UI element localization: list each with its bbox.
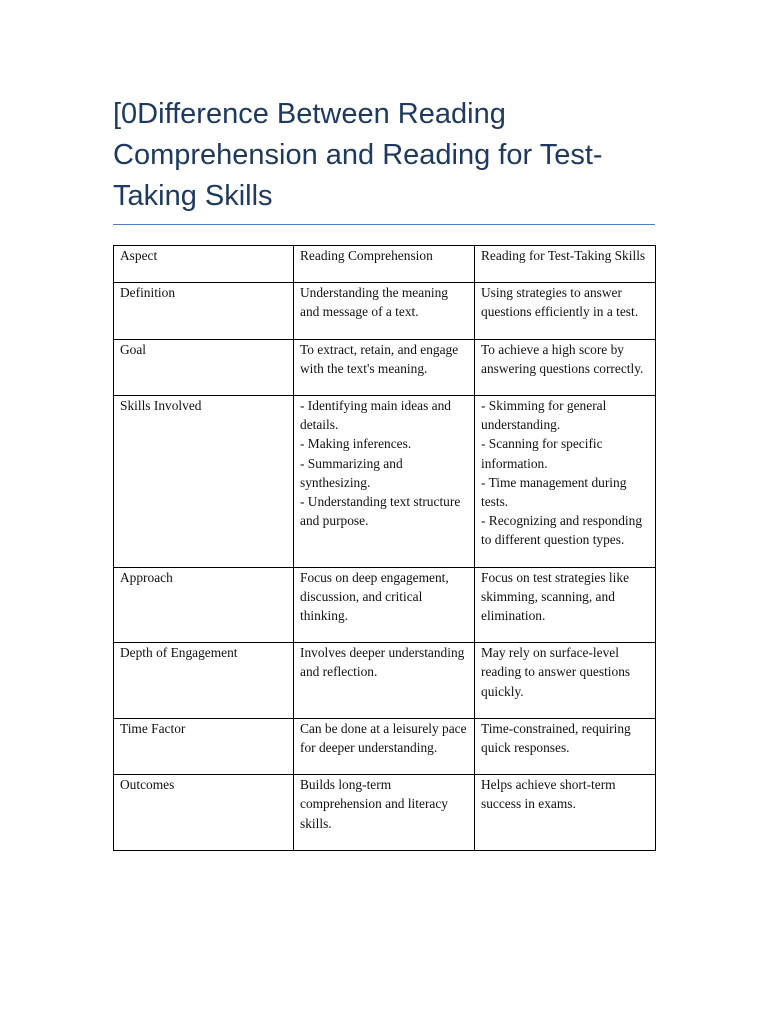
table-cell-aspect: Time Factor xyxy=(114,718,294,774)
table-header-cell: Aspect xyxy=(114,246,294,283)
table-cell-test-taking: Using strategies to answer questions efficiently in a test. xyxy=(475,283,656,339)
table-cell-test-taking: May rely on surface-level reading to answer questions quickly. xyxy=(475,643,656,719)
table-cell-aspect: Outcomes xyxy=(114,775,294,851)
table-cell-test-taking: To achieve a high score by answering questions correctly. xyxy=(475,339,656,395)
table-cell-comprehension: Involves deeper understanding and reflection. xyxy=(294,643,475,719)
table-cell-test-taking: - Skimming for general understanding. - Scanning for specific information. - Time management during tests. - Recognizing and responding to different question types. xyxy=(475,396,656,568)
table-cell-test-taking: Focus on test strategies like skimming, scanning, and elimination. xyxy=(475,567,656,643)
table-cell-test-taking: Time-constrained, requiring quick responses. xyxy=(475,718,656,774)
table-cell-aspect: Depth of Engagement xyxy=(114,643,294,719)
comparison-table xyxy=(113,245,656,851)
table-header-row xyxy=(114,246,656,283)
table-row xyxy=(114,339,656,395)
table-cell-aspect: Goal xyxy=(114,339,294,395)
table-header-cell: Reading for Test-Taking Skills xyxy=(475,246,656,283)
table-cell-comprehension: To extract, retain, and engage with the text's meaning. xyxy=(294,339,475,395)
table-cell-aspect: Approach xyxy=(114,567,294,643)
document-title: [0Difference Between Reading Comprehension and Reading for Test-Taking Skills xyxy=(113,94,655,225)
table-cell-comprehension: Focus on deep engagement, discussion, and critical thinking. xyxy=(294,567,475,643)
table-row xyxy=(114,775,656,851)
table-row xyxy=(114,396,656,568)
table-cell-test-taking: Helps achieve short-term success in exams. xyxy=(475,775,656,851)
table-cell-comprehension: Can be done at a leisurely pace for deeper understanding. xyxy=(294,718,475,774)
table-cell-aspect: Definition xyxy=(114,283,294,339)
table-cell-aspect: Skills Involved xyxy=(114,396,294,568)
table-cell-comprehension: Understanding the meaning and message of a text. xyxy=(294,283,475,339)
table-row xyxy=(114,643,656,719)
table-row xyxy=(114,567,656,643)
table-row xyxy=(114,718,656,774)
table-cell-comprehension: - Identifying main ideas and details. - Making inferences. - Summarizing and synthesizing. - Understanding text structure and purpose. xyxy=(294,396,475,568)
table-row xyxy=(114,283,656,339)
table-cell-comprehension: Builds long-term comprehension and literacy skills. xyxy=(294,775,475,851)
table-header-cell: Reading Comprehension xyxy=(294,246,475,283)
